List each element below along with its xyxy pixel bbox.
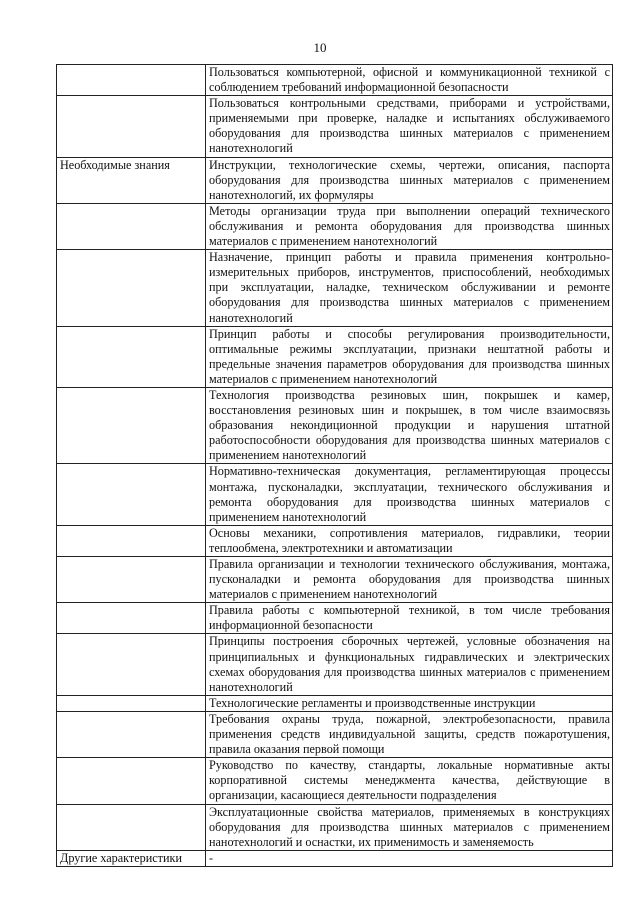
table-row	[57, 695, 613, 711]
row-label	[57, 65, 206, 96]
row-text: Нормативно-техническая документация, регламентирующая процессы монтажа, пусконаладки, эксплуатации, технического обслуживания и ремонта оборудования для производства шинных материалов с применением нанотехнологий	[206, 464, 613, 525]
row-text: -	[206, 850, 613, 866]
table-row	[57, 157, 613, 203]
row-label	[57, 525, 206, 556]
table-row	[57, 464, 613, 525]
row-label: Другие характеристики	[57, 850, 206, 866]
table-row	[57, 603, 613, 634]
row-label	[57, 326, 206, 387]
row-label: Необходимые знания	[57, 157, 206, 203]
row-text: Основы механики, сопротивления материалов, гидравлики, теории теплообмена, электротехники и автоматизации	[206, 525, 613, 556]
table-row	[57, 387, 613, 463]
row-label	[57, 464, 206, 525]
table-row	[57, 525, 613, 556]
row-label	[57, 695, 206, 711]
table-row	[57, 804, 613, 850]
row-text: Принцип работы и способы регулирования производительности, оптимальные режимы эксплуатации, признаки нештатной работы и предельные значения параметров оборудования для производства шинных материалов с применением нанотехнологий	[206, 326, 613, 387]
row-text: Технологические регламенты и производственные инструкции	[206, 695, 613, 711]
table-row	[57, 326, 613, 387]
row-text: Назначение, принцип работы и правила применения контрольно-измерительных приборов, инструментов, приспособлений, необходимых при эксплуатации, наладке, техническом обслуживании и ремонте оборудования для производства шинных материалов с применением нанотехнологий	[206, 250, 613, 326]
row-label	[57, 96, 206, 157]
table-row	[57, 203, 613, 249]
row-label	[57, 603, 206, 634]
row-text: Требования охраны труда, пожарной, электробезопасности, правила применения средств индивидуальной защиты, средств пожаротушения, правила оказания первой помощи	[206, 711, 613, 757]
row-label	[57, 250, 206, 326]
table-row	[57, 758, 613, 804]
row-text: Руководство по качеству, стандарты, локальные нормативные акты корпоративной системы менеджмента качества, действующие в организации, касающиеся деятельности подразделения	[206, 758, 613, 804]
row-label	[57, 203, 206, 249]
row-label	[57, 634, 206, 695]
table-row	[57, 557, 613, 603]
row-text: Методы организации труда при выполнении операций технического обслуживания и ремонта оборудования для производства шинных материалов с применением нанотехнологий	[206, 203, 613, 249]
table-row	[57, 96, 613, 157]
table-row	[57, 711, 613, 757]
page-number: 10	[313, 40, 327, 55]
table-row	[57, 65, 613, 96]
row-text: Правила работы с компьютерной техникой, в том числе требования информационной безопасности	[206, 603, 613, 634]
row-text: Эксплуатационные свойства материалов, применяемых в конструкциях оборудования для производства шинных материалов с применением нанотехнологий и оснастки, их применимость и заменяемость	[206, 804, 613, 850]
table-row	[57, 634, 613, 695]
row-label	[57, 758, 206, 804]
table-row	[57, 250, 613, 326]
row-text: Технология производства резиновых шин, покрышек и камер, восстановления резиновых шин и покрышек, в том числе взаимосвязь образования некондиционной продукции и нарушения штатной работоспособности оборудования для производства шинных материалов с применением нанотехнологий	[206, 387, 613, 463]
row-text: Правила организации и технологии технического обслуживания, монтажа, пусконаладки и ремонта оборудования для производства шинных материалов с применением нанотехнологий	[206, 557, 613, 603]
row-text: Инструкции, технологические схемы, чертежи, описания, паспорта оборудования для производства шинных материалов с применением нанотехнологий, их формуляры	[206, 157, 613, 203]
table-row	[57, 850, 613, 866]
row-label	[57, 557, 206, 603]
row-label	[57, 711, 206, 757]
requirements-table	[56, 64, 613, 867]
row-label	[57, 804, 206, 850]
row-label	[57, 387, 206, 463]
row-text: Принципы построения сборочных чертежей, условные обозначения на принципиальных и функциональных гидравлических и электрических схемах оборудования для производства шинных материалов с применением нанотехнологий	[206, 634, 613, 695]
row-text: Пользоваться контрольными средствами, приборами и устройствами, применяемыми при проверке, наладке и испытаниях обслуживаемого оборудования для производства шинных материалов с применением нанотехнологий	[206, 96, 613, 157]
row-text: Пользоваться компьютерной, офисной и коммуникационной техникой с соблюдением требований информационной безопасности	[206, 65, 613, 96]
